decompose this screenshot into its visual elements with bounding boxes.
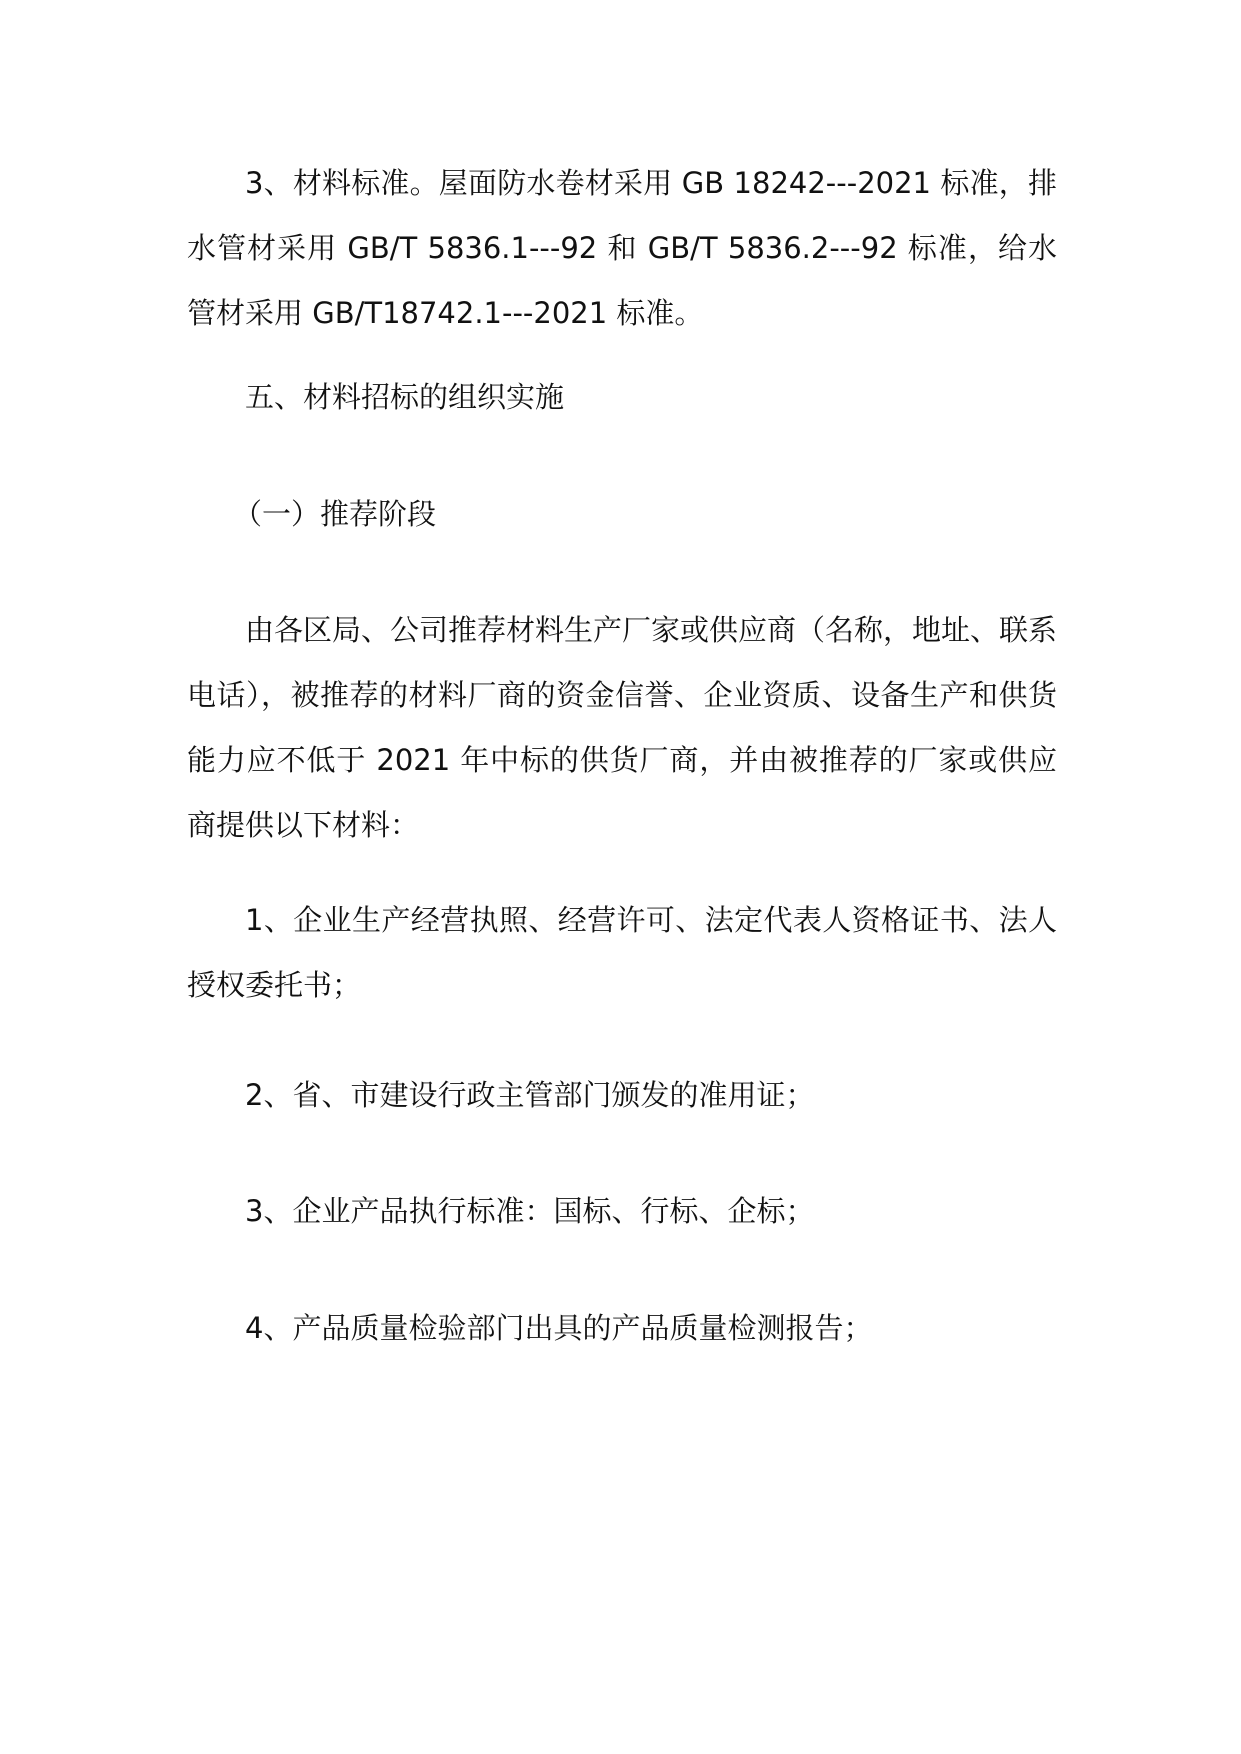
list-item-permit: 2、省、市建设行政主管部门颁发的准用证； — [245, 1078, 815, 1112]
list-item-product-standards: 3、企业产品执行标准：国标、行标、企标； — [245, 1194, 815, 1228]
paragraph-material-standards: 3、材料标准。屋面防水卷材采用 GB 18242---2021 标准，排水管材采用 GB/T 5836.1---92 和 GB/T 5836.2---92 标准，给水管材采用 GB/T18742.1---2021 标准。 — [187, 166, 1057, 330]
paragraph-recommendation-details: 由各区局、公司推荐材料生产厂家或供应商（名称，地址、联系电话），被推荐的材料厂商的资金信誉、企业资质、设备生产和供货能力应不低于 2021 年中标的供货厂商，并由被推荐的厂家或供应商提供以下材料： — [187, 613, 1058, 842]
section-heading-tender-implementation: 五、材料招标的组织实施 — [245, 380, 565, 414]
list-item-quality-report: 4、产品质量检验部门出具的产品质量检测报告； — [245, 1311, 873, 1345]
subsection-heading-recommendation-stage: （一）推荐阶段 — [233, 497, 437, 531]
list-item-business-license: 1、企业生产经营执照、经营许可、法定代表人资格证书、法人授权委托书； — [187, 903, 1057, 1002]
